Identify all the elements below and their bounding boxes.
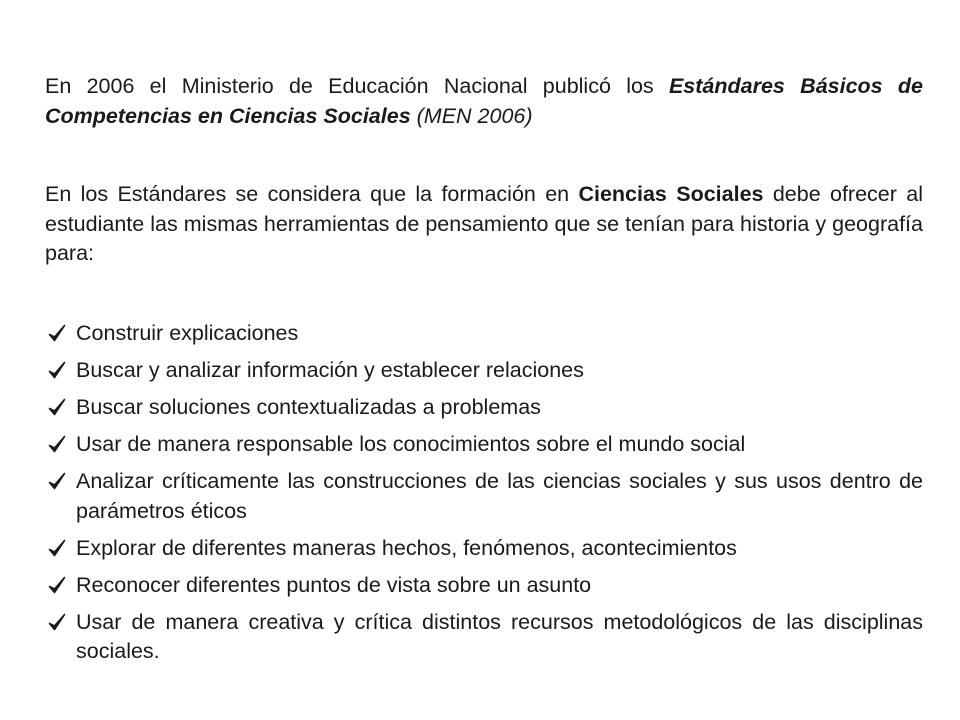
list-item bbox=[45, 571, 923, 601]
list-item bbox=[45, 393, 923, 423]
list-item-text: Usar de manera responsable los conocimientos sobre el mundo social bbox=[76, 432, 746, 456]
list-item-text: Reconocer diferentes puntos de vista sobre un asunto bbox=[76, 572, 592, 597]
intro-lead-text: En 2006 el Ministerio de Educación Nacional publicó los bbox=[45, 74, 669, 98]
list-item bbox=[45, 356, 923, 386]
list-item bbox=[45, 319, 923, 349]
standards-rest-text: debe ofrecer al estudiante las mismas herramientas de pensamiento que se tenían para historia y geografía para: bbox=[45, 182, 923, 265]
checkmark-icon bbox=[47, 393, 69, 421]
checkmark-icon bbox=[47, 608, 69, 636]
checkmark-icon bbox=[47, 467, 69, 495]
social-sciences-emphasis: Ciencias Sociales bbox=[578, 182, 764, 206]
list-item bbox=[45, 467, 923, 526]
standards-paragraph bbox=[45, 180, 923, 269]
list-item bbox=[45, 430, 923, 460]
list-item-text: Buscar y analizar información y establecer relaciones bbox=[76, 358, 584, 382]
standards-lead-text: En los Estándares se considera que la formación en bbox=[45, 182, 579, 206]
citation-text: (MEN 2006) bbox=[410, 103, 533, 128]
standards-title: Estándares Básicos de Competencias en Ciencias Sociales bbox=[45, 74, 923, 128]
checkmark-icon bbox=[47, 356, 69, 384]
list-item bbox=[45, 608, 923, 667]
checkmark-icon bbox=[47, 571, 69, 599]
checkmark-icon bbox=[47, 534, 69, 562]
list-item-text: Analizar críticamente las construcciones de las ciencias sociales y sus usos dentro de parámetros éticos bbox=[76, 469, 923, 523]
intro-paragraph bbox=[45, 72, 923, 131]
checkmark-icon bbox=[47, 319, 69, 347]
list-item-text: Buscar soluciones contextualizadas a problemas bbox=[76, 395, 541, 419]
checkmark-icon bbox=[47, 430, 69, 458]
list-item-text: Usar de manera creativa y crítica distintos recursos metodológicos de las disciplinas sociales. bbox=[76, 609, 923, 663]
skills-checklist bbox=[45, 319, 923, 674]
list-item-text: Construir explicaciones bbox=[76, 321, 299, 345]
list-item-text: Explorar de diferentes maneras hechos, fenómenos, acontecimientos bbox=[76, 535, 737, 560]
list-item bbox=[45, 534, 923, 564]
